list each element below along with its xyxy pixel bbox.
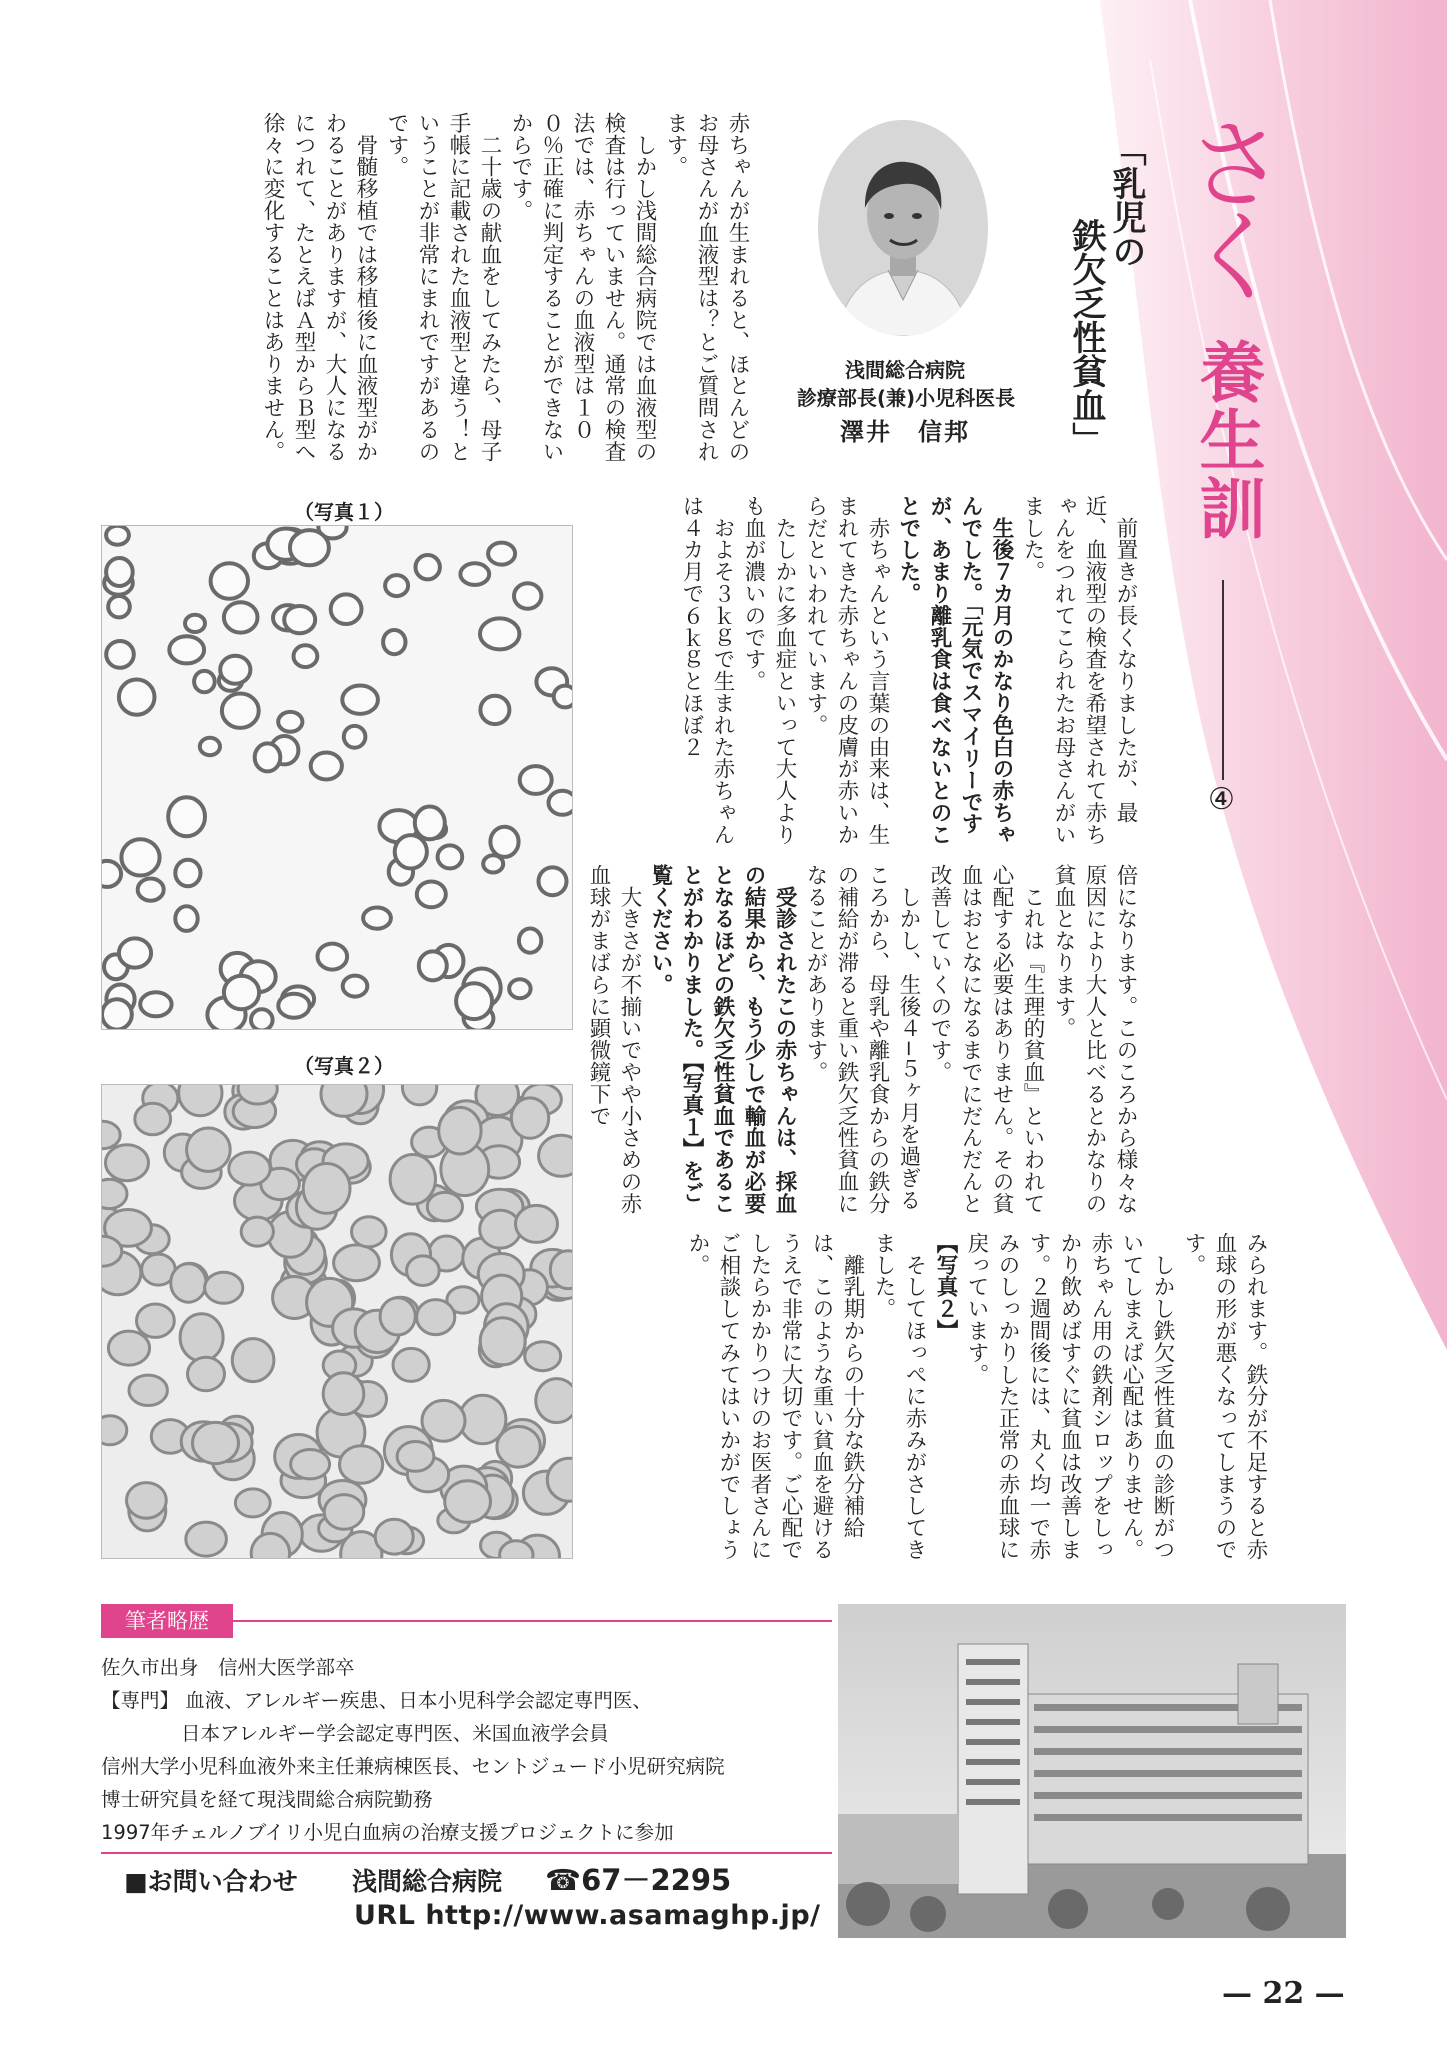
red-blood-cell (417, 1300, 455, 1335)
contact-label: ■お問い合わせ (124, 1867, 298, 1896)
red-blood-cell (235, 1489, 270, 1517)
hospital-building-photo (838, 1604, 1346, 1938)
red-blood-cell (375, 1519, 413, 1554)
red-blood-cell (108, 1331, 149, 1365)
series-rule (1222, 580, 1224, 780)
red-blood-cell (251, 1009, 273, 1029)
profile-heading: 筆者略歴 (101, 1604, 233, 1638)
red-blood-cell (175, 906, 197, 931)
red-blood-cell (232, 1339, 274, 1382)
red-blood-cell (385, 575, 408, 596)
article-text-block-a: 赤ちゃんが生まれると、ほとんどのお母さんが血液型は？とご質問されます。 しかし浅間総合病院では血液型の検査は行っていません。通常の検査法では、赤ちゃんの血液型は１００％正確に判定することができないからです。 二十歳の献血をしてみたら、母子手帳に記載された血液型と違う！ということが非常にまれですがあるのです。 骨髄移植では移植後に血液型がかわることがありますが、大人になるにつれて、たとえばＡ型からＢ型へ徐々に変化することはありません。 (260, 112, 750, 463)
page-number: — 22 — (1222, 1976, 1345, 2011)
red-blood-cell (480, 1318, 525, 1365)
red-blood-cell (383, 630, 405, 654)
red-blood-cell (460, 563, 489, 585)
red-blood-cell (550, 1251, 572, 1289)
series-issue: ④ (1208, 782, 1235, 817)
red-blood-cell (324, 1495, 364, 1530)
article-paragraph: 大きさが不揃いでやや小さめの赤血球がまばらに顕微鏡下で (586, 864, 642, 1215)
red-blood-cell (539, 867, 567, 895)
red-blood-cell (238, 1085, 277, 1104)
article-paragraph: 倍になります。このころから様々な原因により大人と比べるとかなりの貧血となります。 これは『生理的貧血』といわれて心配する必要はありません。その貧血はおとなになるまでにだんだんと改善していくのです。 しかし、生後４−５ヶ月を過ぎるころから、母乳や離乳食からの鉄分の補給が滞ると重い鉄欠乏性貧血になることがあります。 (803, 864, 1138, 1215)
contact-hospital: 浅間総合病院 (352, 1867, 503, 1896)
red-blood-cell (342, 686, 378, 714)
red-blood-cell (497, 1427, 540, 1468)
red-blood-cell (205, 1272, 243, 1303)
red-blood-cell (419, 951, 447, 980)
contact-url[interactable]: URL http://www.asamaghp.jp/ (354, 1900, 821, 1931)
red-blood-cell (539, 1135, 572, 1176)
profile-line: 【専門】 血液、アレルギー疾患、日本小児科学会認定専門医、 (101, 1689, 652, 1712)
red-blood-cell (490, 827, 518, 857)
red-blood-cell (321, 1085, 367, 1116)
red-blood-cell (220, 656, 250, 684)
red-blood-cell (187, 1128, 231, 1171)
red-blood-cell (106, 558, 133, 586)
red-blood-cell (127, 1483, 167, 1519)
article-title-line2: 鉄欠乏性貧血」 (1066, 218, 1106, 456)
red-blood-cell (140, 992, 171, 1016)
profile-line: 佐久市出身 信州大医学部卒 (101, 1656, 355, 1679)
article-paragraph: みられます。鉄分が不足すると赤血球の形が悪くなってしまうのです。 しかし鉄欠乏性貧血の診断がついてしまえば心配はありません。赤ちゃん用の鉄剤シロップをしっかり飲めばすぐに貧血は改善します。２週間後には、丸く均一で赤みのしっかりした正常の赤血球に戻っています。 (964, 1232, 1268, 1561)
red-blood-cell (129, 1375, 167, 1405)
profile-line: 日本アレルギー学会認定専門医、米国血液学会員 (181, 1722, 609, 1745)
red-blood-cell (422, 1400, 465, 1441)
red-blood-cell (179, 1085, 222, 1116)
red-blood-cell (511, 1098, 548, 1138)
profile-line: 博士研究員を経て現浅間総合病院勤務 (101, 1788, 433, 1811)
red-blood-cell (516, 1205, 558, 1242)
red-blood-cell (395, 835, 427, 868)
red-blood-cell (415, 807, 445, 840)
red-blood-cell (102, 999, 132, 1029)
red-blood-cell (171, 1264, 206, 1303)
red-blood-cell (417, 882, 446, 908)
red-blood-cell (135, 1103, 171, 1135)
red-blood-cell (194, 671, 215, 692)
red-blood-cell (318, 944, 348, 970)
red-blood-cell (106, 526, 129, 545)
red-blood-cell (138, 879, 164, 901)
red-blood-cell (175, 860, 200, 886)
red-blood-cell (520, 766, 552, 794)
red-blood-cell (180, 1314, 223, 1361)
red-blood-cell (445, 1481, 491, 1523)
red-blood-cell (340, 1446, 383, 1484)
red-blood-cell (188, 1357, 225, 1390)
red-blood-cell (255, 743, 281, 771)
red-blood-cell (224, 976, 259, 1009)
red-blood-cell (363, 908, 391, 929)
article-highlight: 受診されたこの赤ちゃんは、採血の結果から、もう少しで輸血が必要となるほどの鉄欠乏性貧血であることがわかりました。【写真１】をご覧ください。 (648, 864, 797, 1215)
contact-phone[interactable]: ☎67－2295 (545, 1863, 732, 1897)
article-text-block-b (612, 495, 1172, 855)
red-blood-cell (102, 861, 121, 887)
red-blood-cell (323, 1373, 364, 1415)
red-blood-cell (397, 1442, 434, 1472)
red-blood-cell (352, 1217, 387, 1247)
red-blood-cell (331, 594, 362, 624)
red-blood-cell (390, 1155, 435, 1205)
blood-smear-photo-2 (101, 1084, 573, 1559)
blood-smear-photo-1 (101, 525, 573, 1030)
red-blood-cell (119, 680, 155, 715)
red-blood-cell (519, 929, 541, 953)
red-blood-cell (169, 636, 204, 663)
red-blood-cell (480, 696, 509, 724)
red-blood-cell (102, 1179, 127, 1208)
photo1-caption: （写真１） (294, 500, 394, 524)
red-blood-cell (334, 1245, 380, 1281)
red-blood-cell (456, 983, 492, 1019)
red-blood-cell (222, 694, 259, 728)
red-blood-cell (536, 1379, 572, 1423)
red-blood-cell (290, 530, 329, 565)
red-blood-cell (241, 1217, 273, 1246)
red-blood-cell (229, 1152, 270, 1185)
red-blood-cell (211, 563, 248, 599)
red-blood-cell (193, 1422, 239, 1463)
red-blood-cell (168, 797, 205, 836)
profile-line: 信州大学小児科血液外来主任兼病棟医長、セントジュード小児研究病院 (101, 1755, 725, 1778)
red-blood-cell (102, 1416, 127, 1445)
red-blood-cell (294, 645, 318, 667)
red-blood-cell (500, 1541, 533, 1558)
author-portrait (818, 120, 988, 336)
red-blood-cell (106, 641, 134, 668)
red-blood-cell (549, 791, 573, 815)
article-highlight: 生後７カ月のかなり色白の赤ちゃんでした。「元気でスマイリーですが、あまり離乳食は食べないとのことでした。 (896, 495, 1014, 846)
red-blood-cell (483, 855, 503, 872)
red-blood-cell (200, 738, 220, 755)
article-text-block-c (586, 864, 1172, 1224)
red-blood-cell (284, 606, 315, 633)
red-blood-cell (343, 976, 368, 997)
article-title-line1: 「乳児の (1106, 132, 1146, 268)
red-blood-cell (416, 555, 440, 579)
red-blood-cell (438, 845, 463, 868)
red-blood-cell (311, 753, 342, 780)
red-blood-cell (427, 1192, 462, 1221)
red-blood-cell (106, 1145, 149, 1181)
red-blood-cell (393, 1348, 429, 1381)
article-paragraph: そしてほっぺに赤みがさしてきました。 離乳期からの十分な鉄分補給は、このような重い貧血を避けるうえで非常に大切です。ご心配でしたらかかりつけのお医者さんにご相談してみてはいかがでしょうか。 (685, 1232, 927, 1561)
red-blood-cell (509, 979, 530, 998)
red-blood-cell (119, 938, 151, 967)
red-blood-cell (185, 615, 205, 632)
contact-rule (101, 1852, 832, 1854)
red-blood-cell (251, 1533, 289, 1558)
red-blood-cell (291, 1450, 330, 1479)
red-blood-cell (514, 583, 541, 608)
red-blood-cell (380, 1298, 415, 1335)
article-highlight: 【写真２】 (933, 1232, 958, 1342)
red-blood-cell (488, 543, 515, 565)
red-blood-cell (480, 618, 519, 649)
author-position: 診療部長(兼)小児科医長 (796, 386, 1016, 410)
red-blood-cell (121, 839, 159, 875)
red-blood-cell (303, 1164, 350, 1214)
red-blood-cell (137, 1304, 175, 1337)
red-blood-cell (224, 602, 258, 632)
article-text-block-d (612, 1232, 1302, 1567)
series-brand: さく (1169, 112, 1286, 296)
red-blood-cell (108, 596, 130, 617)
article-paragraph: 前置きが長くなりましたが、最近、血液型の検査を希望されて赤ちゃんをつれてこられたお母さんがいました。 (1020, 495, 1138, 846)
red-blood-cell (186, 1522, 227, 1556)
red-blood-cell (439, 1107, 481, 1154)
red-blood-cell (402, 1085, 436, 1105)
red-blood-cell (278, 994, 309, 1018)
red-blood-cell (480, 1210, 521, 1248)
author-affiliation: 浅間総合病院 (845, 358, 965, 382)
red-blood-cell (278, 712, 302, 732)
profile-line: 1997年チェルノブイリ小児白血病の治療支援プロジェクトに参加 (101, 1821, 674, 1844)
article-paragraph: 赤ちゃんという言葉の由来は、生まれてきた赤ちゃんの皮膚が赤いからだといわれています。 たしかに多血症といって大人よりも血が濃いのです。 およそ３ｋｇで生まれた赤ちゃんは４カ月で６ｋｇとほぼ２ (679, 495, 890, 846)
red-blood-cell (344, 726, 366, 748)
series-name: 養生訓 (1188, 338, 1265, 542)
author-name: 澤井 信邦 (840, 418, 970, 446)
red-blood-cell (554, 686, 572, 708)
red-blood-cell (407, 1256, 440, 1286)
red-blood-cell (525, 1342, 561, 1371)
photo2-caption: （写真２） (294, 1054, 394, 1078)
